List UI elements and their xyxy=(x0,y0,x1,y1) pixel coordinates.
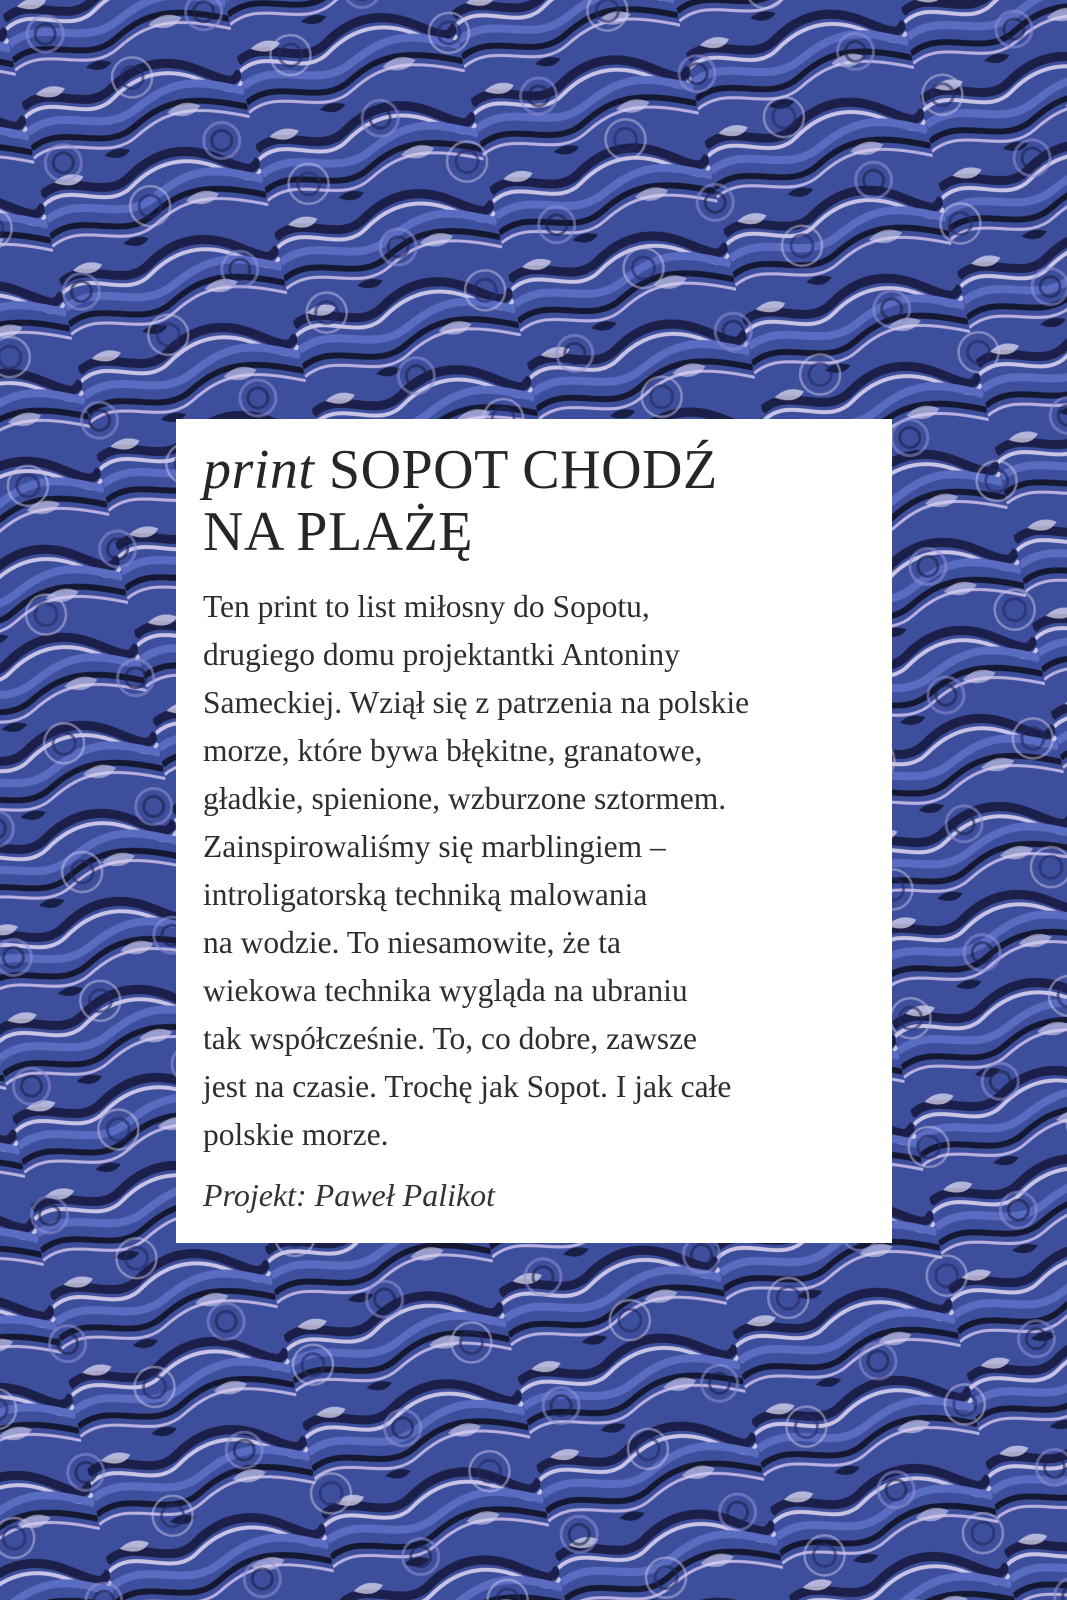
design-credit: Projekt: Paweł Palikot xyxy=(203,1177,496,1213)
card-title xyxy=(203,439,864,563)
body-line: na wodzie. To niesamowite, że ta xyxy=(203,925,621,960)
body-line: tak współcześnie. To, co dobre, zawsze xyxy=(203,1021,698,1056)
title-line1-rest: SOPOT CHODŹ xyxy=(328,439,718,501)
description-card xyxy=(176,419,892,1243)
title-line2: NA PLAŻĘ xyxy=(203,501,473,563)
body-line: Ten print to list miłosny do Sopotu, xyxy=(203,589,650,624)
body-line: Zainspirowaliśmy się marblingiem – xyxy=(203,829,666,864)
body-line: jest na czasie. Trochę jak Sopot. I jak całe xyxy=(203,1069,732,1104)
title-print-word: print xyxy=(203,439,315,501)
body-line: morze, które bywa błękitne, granatowe, xyxy=(203,733,703,768)
body-line: Sameckiej. Wziął się z patrzenia na polskie xyxy=(203,685,750,720)
description-paragraph xyxy=(203,583,863,1159)
body-line: drugiego domu projektantki Antoniny xyxy=(203,637,680,672)
body-line: introligatorską techniką malowania xyxy=(203,877,648,912)
body-line: wiekowa technika wygląda na ubraniu xyxy=(203,973,688,1008)
body-line: gładkie, spienione, wzburzone sztormem. xyxy=(203,781,727,816)
body-line: polskie morze. xyxy=(203,1117,389,1152)
